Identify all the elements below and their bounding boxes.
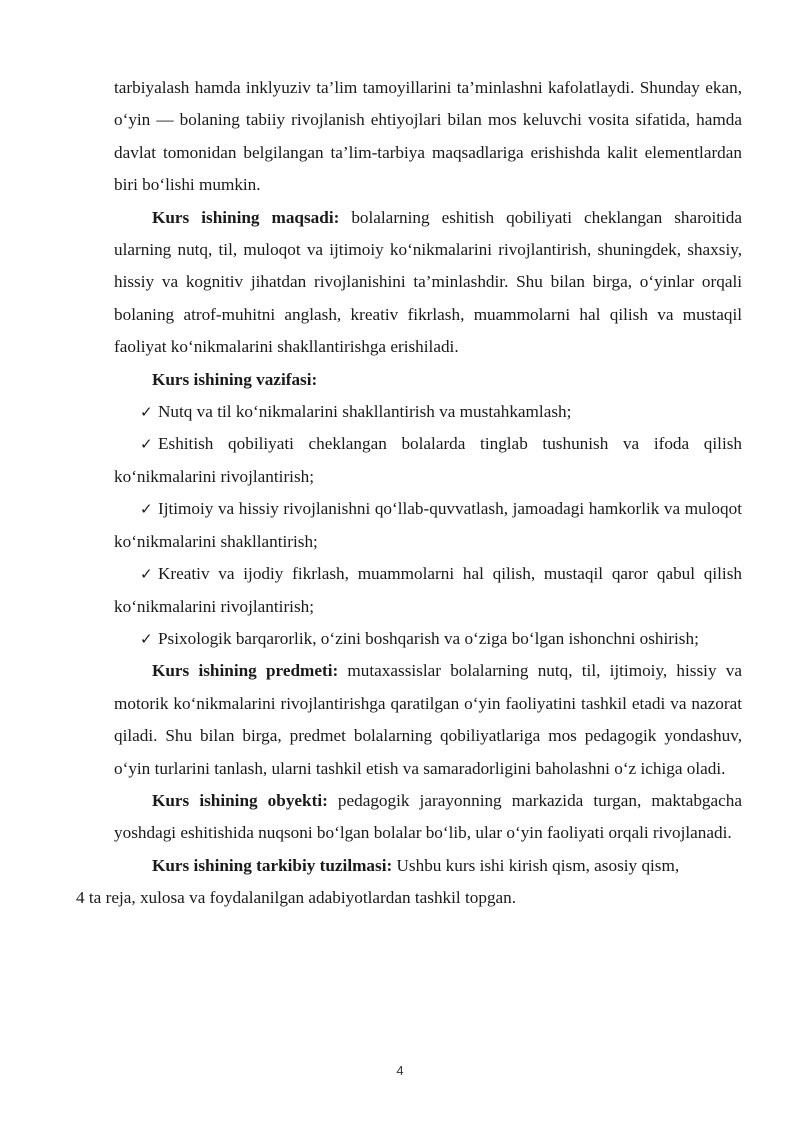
object-label: Kurs ishining obyekti: bbox=[152, 790, 328, 810]
task-text: Ijtimoiy va hissiy rivojlanishni qo‘llab-quvvatlash, jamoadagi hamkorlik va muloqot ko‘nikmalarini shakllantirish; bbox=[114, 499, 742, 551]
tasks-label: Kurs ishining vazifasi: bbox=[152, 369, 318, 389]
subject-paragraph bbox=[114, 655, 742, 785]
object-paragraph bbox=[114, 785, 742, 850]
goal-paragraph bbox=[114, 202, 742, 364]
task-item bbox=[114, 493, 742, 558]
goal-text: bolalarning eshitish qobiliyati cheklangan sharoitida ularning nutq, til, muloqot va ijtimoiy ko‘nikmalarini rivojlantirish, shuningdek, shaxsiy, hissiy va kognitiv jihatdan rivojlanishini ta’minlashdir. Shu bilan birga, o‘yinlar orqali bolaning atrof-muhitni anglash, kreativ fikrlash, muammolarni hal qilish va mustaqil faoliyat ko‘nikmalarini shakllantirishga erishiladi. bbox=[114, 207, 742, 357]
object-text: pedagogik jarayonning markazida turgan, maktabgacha yoshdagi eshitishida nuqsoni bo‘lgan bolalar bo‘lib, ular o‘yin faoliyati orqali rivojlanadi. bbox=[114, 790, 742, 843]
goal-label: Kurs ishining maqsadi: bbox=[152, 207, 340, 227]
structure-text-line1: Ushbu kurs ishi kirish qism, asosiy qism, bbox=[392, 855, 680, 875]
task-item bbox=[114, 623, 742, 655]
task-text: Psixologik barqarorlik, o‘zini boshqarish va o‘ziga bo‘lgan ishonchni oshirish; bbox=[158, 628, 699, 648]
page-number: 4 bbox=[396, 1063, 404, 1078]
task-text: Kreativ va ijodiy fikrlash, muammolarni hal qilish, mustaqil qaror qabul qilish ko‘nikmalarini rivojlantirish; bbox=[114, 564, 742, 616]
subject-text: mutaxassislar bolalarning nutq, til, ijtimoiy, hissiy va motorik ko‘nikmalarini rivojlantirishga qaratilgan o‘yin faoliyatini tashkil etadi va nazorat qiladi. Shu bilan birga, predmet bolalarning qobiliyatlariga mos pedagogik yondashuv, o‘yin turlarini tanlash, ularni tashkil etish va samaradorligini baholashni o‘z ichiga oladi. bbox=[114, 661, 742, 778]
checkmark-icon: ✓ bbox=[140, 565, 153, 584]
checkmark-icon: ✓ bbox=[140, 500, 153, 519]
task-text: Eshitish qobiliyati cheklangan bolalarda tinglab tushunish va ifoda qilish ko‘nikmalarini rivojlantirish; bbox=[114, 434, 742, 486]
structure-text-line2: 4 ta reja, xulosa va foydalanilgan adabiyotlardan tashkil topgan. bbox=[76, 888, 517, 908]
structure-label: Kurs ishining tarkibiy tuzilmasi: bbox=[152, 855, 393, 875]
subject-label: Kurs ishining predmeti: bbox=[152, 661, 339, 681]
intro-paragraph: tarbiyalash hamda inklyuziv ta’lim tamoyillarini ta’minlashni kafolatlaydi. Shunday ekan, o‘yin — bolaning tabiiy rivojlanish ehtiyojlari bilan mos keluvchi vosita sifatida, hamda davlat tomonidan belgilangan ta’lim-tarbiya maqsadlariga erishishda kalit elementlardan biri bo‘lishi mumkin. bbox=[114, 78, 742, 195]
task-item bbox=[114, 558, 742, 623]
structure-paragraph bbox=[76, 850, 742, 915]
task-item bbox=[114, 396, 742, 428]
tasks-heading bbox=[114, 364, 742, 396]
task-text: Nutq va til ko‘nikmalarini shakllantirish va mustahkamlash; bbox=[158, 402, 572, 422]
document-page bbox=[76, 72, 742, 915]
task-item bbox=[114, 428, 742, 493]
checkmark-icon: ✓ bbox=[140, 403, 153, 422]
checkmark-icon: ✓ bbox=[140, 435, 153, 454]
checkmark-icon: ✓ bbox=[140, 629, 153, 648]
